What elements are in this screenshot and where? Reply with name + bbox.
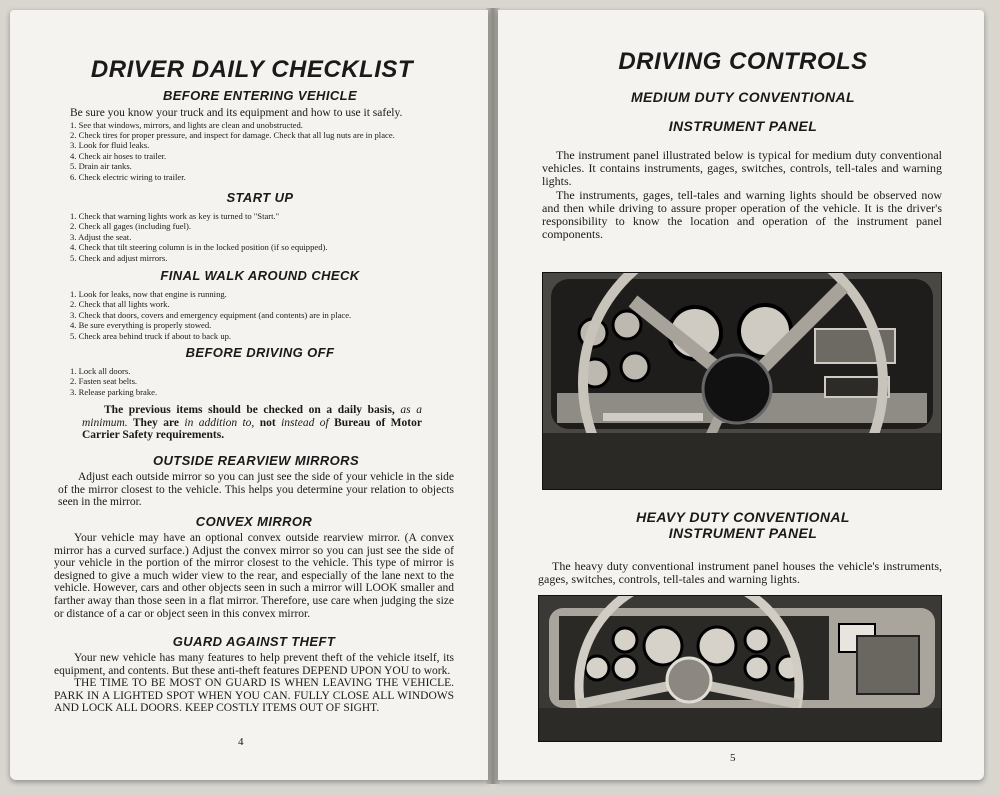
before-driving-list [70,366,450,397]
final-walk-section [70,268,450,341]
guard-theft-section [54,634,454,715]
notice-text: Bureau of Motor Carrier Safety requirements. [82,416,422,442]
list-item: 1. Look for leaks, now that engine is running. [70,289,227,299]
medium-duty-subtitle: MEDIUM DUTY CONVENTIONAL [630,89,855,105]
list-item: 1. Lock all doors. [70,366,131,376]
before-entering-list [70,120,450,182]
outside-mirrors-section [58,453,454,509]
list-item: 5. Check area behind truck if about to back up. [70,330,232,341]
notice-text: The previous items should be checked on a daily basis, [104,404,401,416]
list-item: 4. Check that tilt steering column is in the locked position (if so equipped). [70,242,328,253]
list-item: 5. Check and adjust mirrors. [70,252,168,263]
list-item: 2. Check tires for proper pressure, and inspect for damage. Check that all lug nuts are in place. [70,130,395,140]
instrument-panel-para-2: The instruments, gages, tell-tales and warning lights should be observed now and then while driving to assure proper operation of the vehicle. It is the driver's responsibility to know the location and operation of the instrument panel components. [542,187,942,242]
instrument-panel-heading: INSTRUMENT PANEL [668,118,818,134]
left-page-number: 4 [238,736,244,748]
medium-duty-panel-photo [542,272,942,490]
list-item: 2. Check that all lights work. [70,299,170,310]
notice-italic: in addition to, [184,416,255,429]
start-up-list [70,211,450,263]
list-item: 3. Look for fluid leaks. [70,140,150,151]
before-entering-intro: Be sure you know your truck and its equipment and how to use it safely. [70,107,403,119]
list-item: 6. Check electric wiring to trailer. [70,171,186,182]
start-up-heading: START UP [226,190,294,205]
list-item: 2. Check all gages (including fuel). [70,221,191,232]
outside-mirrors-text: Adjust each outside mirror so you can just see the side of your vehicle in the side of the mirror closest to the vehicle. This helps you determine your relation to objects seen in the mirror. [58,471,454,509]
heavy-duty-dash-image [539,596,941,741]
final-walk-heading: FINAL WALK AROUND CHECK [160,268,360,283]
list-item: 3. Check that doors, covers and emergency equipment (and contents) are in place. [70,309,352,320]
right-page-number: 5 [730,752,736,764]
notice-text: They are [127,416,185,429]
outside-mirrors-heading: OUTSIDE REARVIEW MIRRORS [152,453,360,468]
before-entering-heading: BEFORE ENTERING VEHICLE [162,88,358,103]
list-item: 4. Be sure everything is properly stowed. [70,320,212,331]
start-up-section [70,190,450,263]
before-entering-section [70,88,450,182]
convex-mirror-heading: CONVEX MIRROR [195,514,313,529]
convex-mirror-text: Your vehicle may have an optional convex outside rearview mirror. (A convex mirror has a curved surface.) Adjust the convex mirror so you can just see the side of your vehicle in the portion of the mirror closest to the vehicle. This type of mirror is designed to give a much wider view to the rear, and especially of the lane next to the vehicle. However, cars and other objects seen in such a mirror will LOOK smaller and farther away than those seen in a flat mirror. Therefore, use care when judging the size or distance of a car or object seen in this convex mirror. [54,532,454,620]
notice-italic: as a minimum. [82,404,422,429]
left-page [10,10,488,780]
heavy-duty-panel-photo [538,595,942,742]
notice-text: not [254,416,282,429]
right-page-title: DRIVING CONTROLS [618,48,868,75]
daily-basis-notice [82,404,422,442]
instrument-panel-para-1: The instrument panel illustrated below is typical for medium duty conventional vehicles. It contains instruments, gages, switches, controls, tell-tales and warning lights. [542,148,942,189]
notice-italic: instead of [281,416,329,429]
list-item: 1. Check that warning lights work as key is turned to "Start." [70,211,280,221]
convex-mirror-section [54,514,454,620]
guard-theft-heading: GUARD AGAINST THEFT [172,634,336,649]
final-walk-list [70,289,450,341]
right-page [498,10,984,780]
intro-paragraphs [542,149,942,241]
guard-theft-caps-text: THE TIME TO BE MOST ON GUARD IS WHEN LEAVING THE VEHICLE. PARK IN A LIGHTED SPOT WHEN YOU CAN. FULLY CLOSE ALL WINDOWS AND LOCK ALL DOORS. KEEP COSTLY ITEMS OUT OF SIGHT. [54,677,454,715]
guard-theft-text: Your new vehicle has many features to help prevent theft of the vehicle itself, its equipment, and contents. But these anti-theft features DEPEND UPON YOU to work. [54,652,454,677]
list-item: 1. See that windows, mirrors, and lights are clean and unobstructed. [70,119,303,130]
heavy-duty-text: The heavy duty conventional instrument panel houses the vehicle's instruments, gages, switches, controls, tell-tales and warning lights. [538,559,942,587]
list-item: 2. Fasten seat belts. [70,376,138,387]
heavy-duty-heading-line-1: HEAVY DUTY CONVENTIONAL [636,509,850,525]
left-page-title: DRIVER DAILY CHECKLIST [90,56,414,83]
list-item: 5. Drain air tanks. [70,161,132,172]
list-item: 3. Release parking brake. [70,386,158,397]
before-driving-section [70,345,450,397]
before-driving-heading: BEFORE DRIVING OFF [185,345,335,360]
list-item: 3. Adjust the seat. [70,231,132,242]
heavy-duty-heading-line-2: INSTRUMENT PANEL [668,525,818,541]
steering-wheel-dash-image [543,273,941,489]
list-item: 4. Check air hoses to trailer. [70,150,167,161]
